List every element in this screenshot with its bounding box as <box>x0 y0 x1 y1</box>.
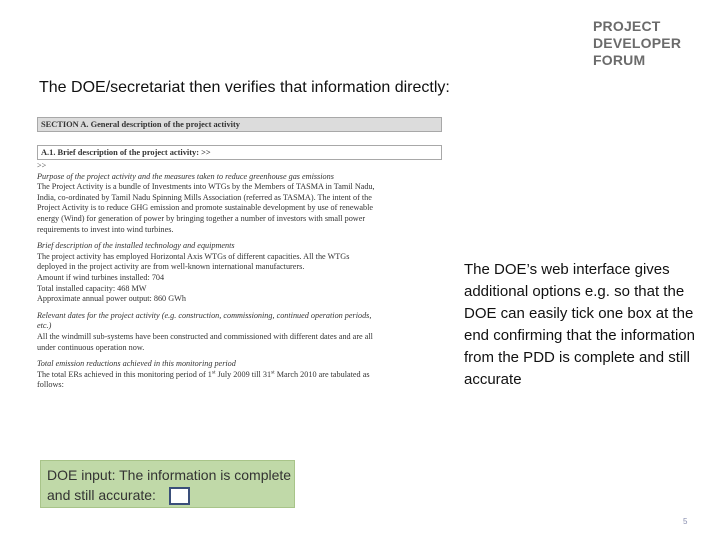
dates-line: All the windmill sub-systems have been constructed and commissioned with different dates and are all <box>37 331 373 341</box>
emission-line: follows: <box>37 380 64 390</box>
doe-input-box <box>40 460 295 508</box>
tech-line: Total installed capacity: 468 MW <box>37 283 147 293</box>
emission-line: The total ERs achieved in this monitoring period of 1st July 2009 till 31st March 2010 are tabulated as <box>37 368 370 379</box>
tech-line: Approximate annual power output: 860 GWh <box>37 294 186 304</box>
section-a-header: SECTION A. General description of the project activity <box>37 117 442 132</box>
purpose-line: India, co-ordinated by Tamil Nadu Spinning Mills Association (referred as TASMA). The intent of the <box>37 192 372 202</box>
subsection-a1-header: A.1. Brief description of the project activity: >> <box>37 145 442 160</box>
callout-text: The DOE’s web interface gives additional options e.g. so that the DOE can easily tick one box at the end confirming that the information from the PDD is complete and still accurate <box>464 261 695 388</box>
purpose-line: The Project Activity is a bundle of Investments into WTGs by the Members of TASMA in Tamil Nadu, <box>37 182 375 192</box>
pdd-excerpt <box>37 117 442 391</box>
tech-line: Amount if wind turbines installed: 704 <box>37 272 165 282</box>
purpose-line: requirements to invest into wind turbines. <box>37 224 174 234</box>
confirmation-checkbox[interactable] <box>169 487 190 505</box>
dates-heading: Relevant dates for the project activity (e.g. construction, commissioning, continued operation periods, <box>37 310 372 320</box>
emission-heading: Total emission reductions achieved in this monitoring period <box>37 359 236 369</box>
page-number: 5 <box>683 517 688 526</box>
slide-headline: The DOE/secretariat then verifies that information directly: <box>39 79 450 96</box>
dates-line: under continuous operation now. <box>37 342 145 352</box>
tech-line: deployed in the project activity are from well-known international manufacturers. <box>37 262 305 272</box>
logo-line-1: PROJECT <box>593 18 661 34</box>
purpose-line: energy (Wind) for generation of power by bringing together a number of investors with small power <box>37 213 366 223</box>
purpose-line: Project Activity is to reduce GHG emission and promote sustainable development by use of renewable <box>37 203 374 213</box>
logo-line-3: FORUM <box>593 52 646 68</box>
logo-line-2: DEVELOPER <box>593 35 682 51</box>
doe-input-label-2: and still accurate: <box>47 487 156 503</box>
doe-input-label: DOE input: The information is complete <box>47 467 292 483</box>
purpose-heading: Purpose of the project activity and the measures taken to reduce greenhouse gas emissions <box>37 171 334 181</box>
arrow-marker: >> <box>37 161 47 170</box>
logo <box>593 18 681 69</box>
tech-line: The project activity has employed Horizontal Axis WTGs of different capacities. All the WTGs <box>37 251 350 261</box>
dates-heading: etc.) <box>37 321 52 331</box>
tech-heading: Brief description of the installed technology and equipments <box>37 241 235 251</box>
